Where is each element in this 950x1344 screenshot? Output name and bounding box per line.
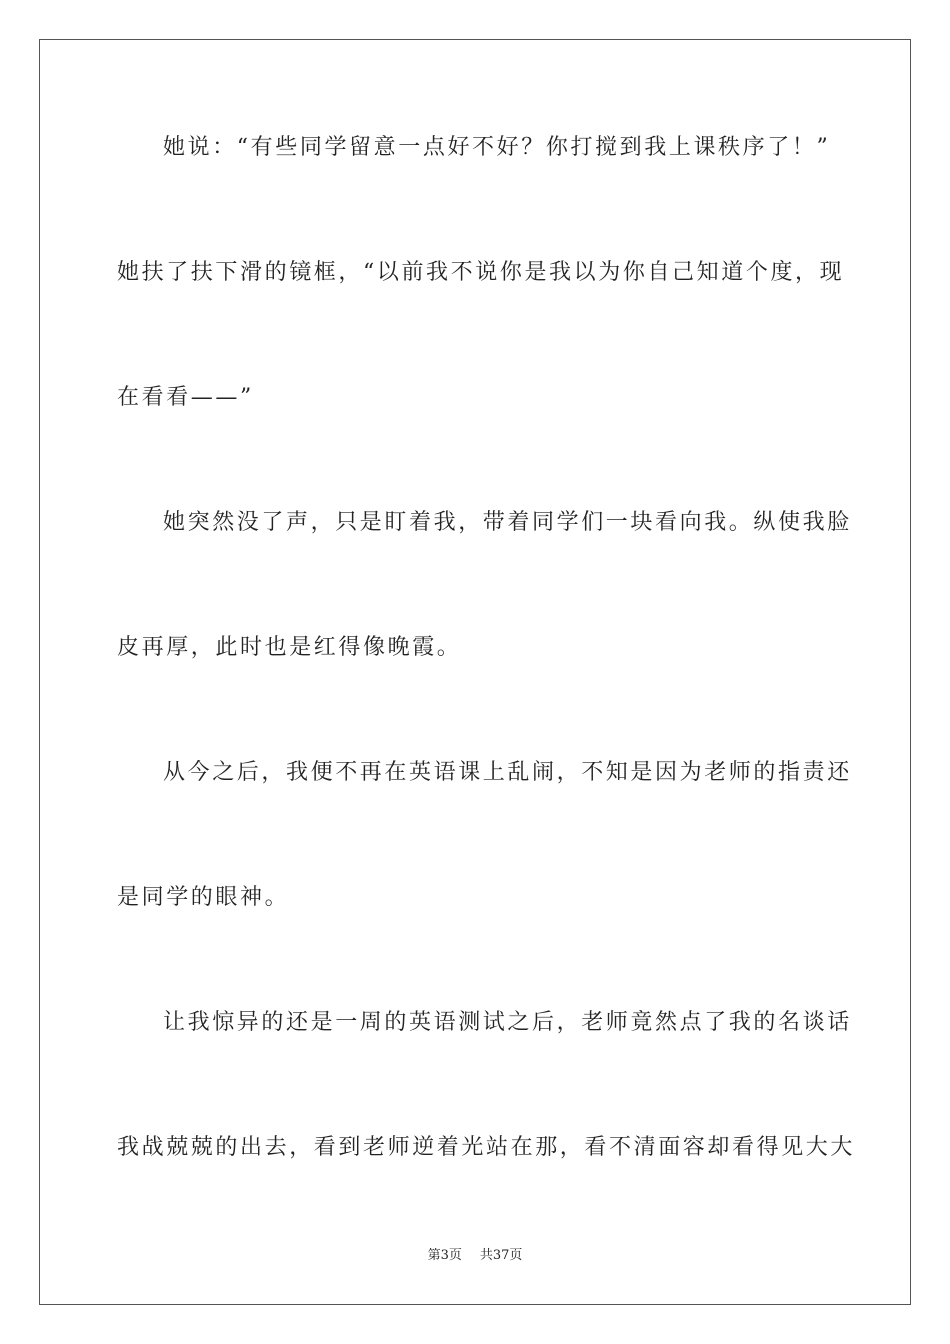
paragraph-line-9: 我战兢兢的出去，看到老师逆着光站在那，看不清面容却看得见大大 [117, 1135, 856, 1160]
paragraph-line-5: 皮再厚，此时也是红得像晚霞。 [117, 635, 462, 660]
paragraph-line-4: 她突然没了声，只是盯着我，带着同学们一块看向我。纵使我脸 [163, 510, 852, 535]
paragraph-line-7: 是同学的眼神。 [117, 885, 290, 910]
paragraph-line-2: 她扶了扶下滑的镜框，“以前我不说你是我以为你自己知道个度，现 [117, 260, 845, 285]
page-border [39, 39, 911, 1305]
current-page-number: 第3页 [427, 1248, 462, 1263]
page-footer [0, 1247, 950, 1265]
paragraph-line-6: 从今之后，我便不再在英语课上乱闹，不知是因为老师的指责还 [163, 760, 852, 785]
paragraph-line-3: 在看看——” [117, 385, 254, 410]
paragraph-line-8: 让我惊异的还是一周的英语测试之后，老师竟然点了我的名谈话 [163, 1010, 852, 1035]
paragraph-line-1: 她说：“有些同学留意一点好不好？你打搅到我上课秩序了！” [163, 135, 831, 160]
total-page-count: 共37页 [479, 1248, 523, 1263]
